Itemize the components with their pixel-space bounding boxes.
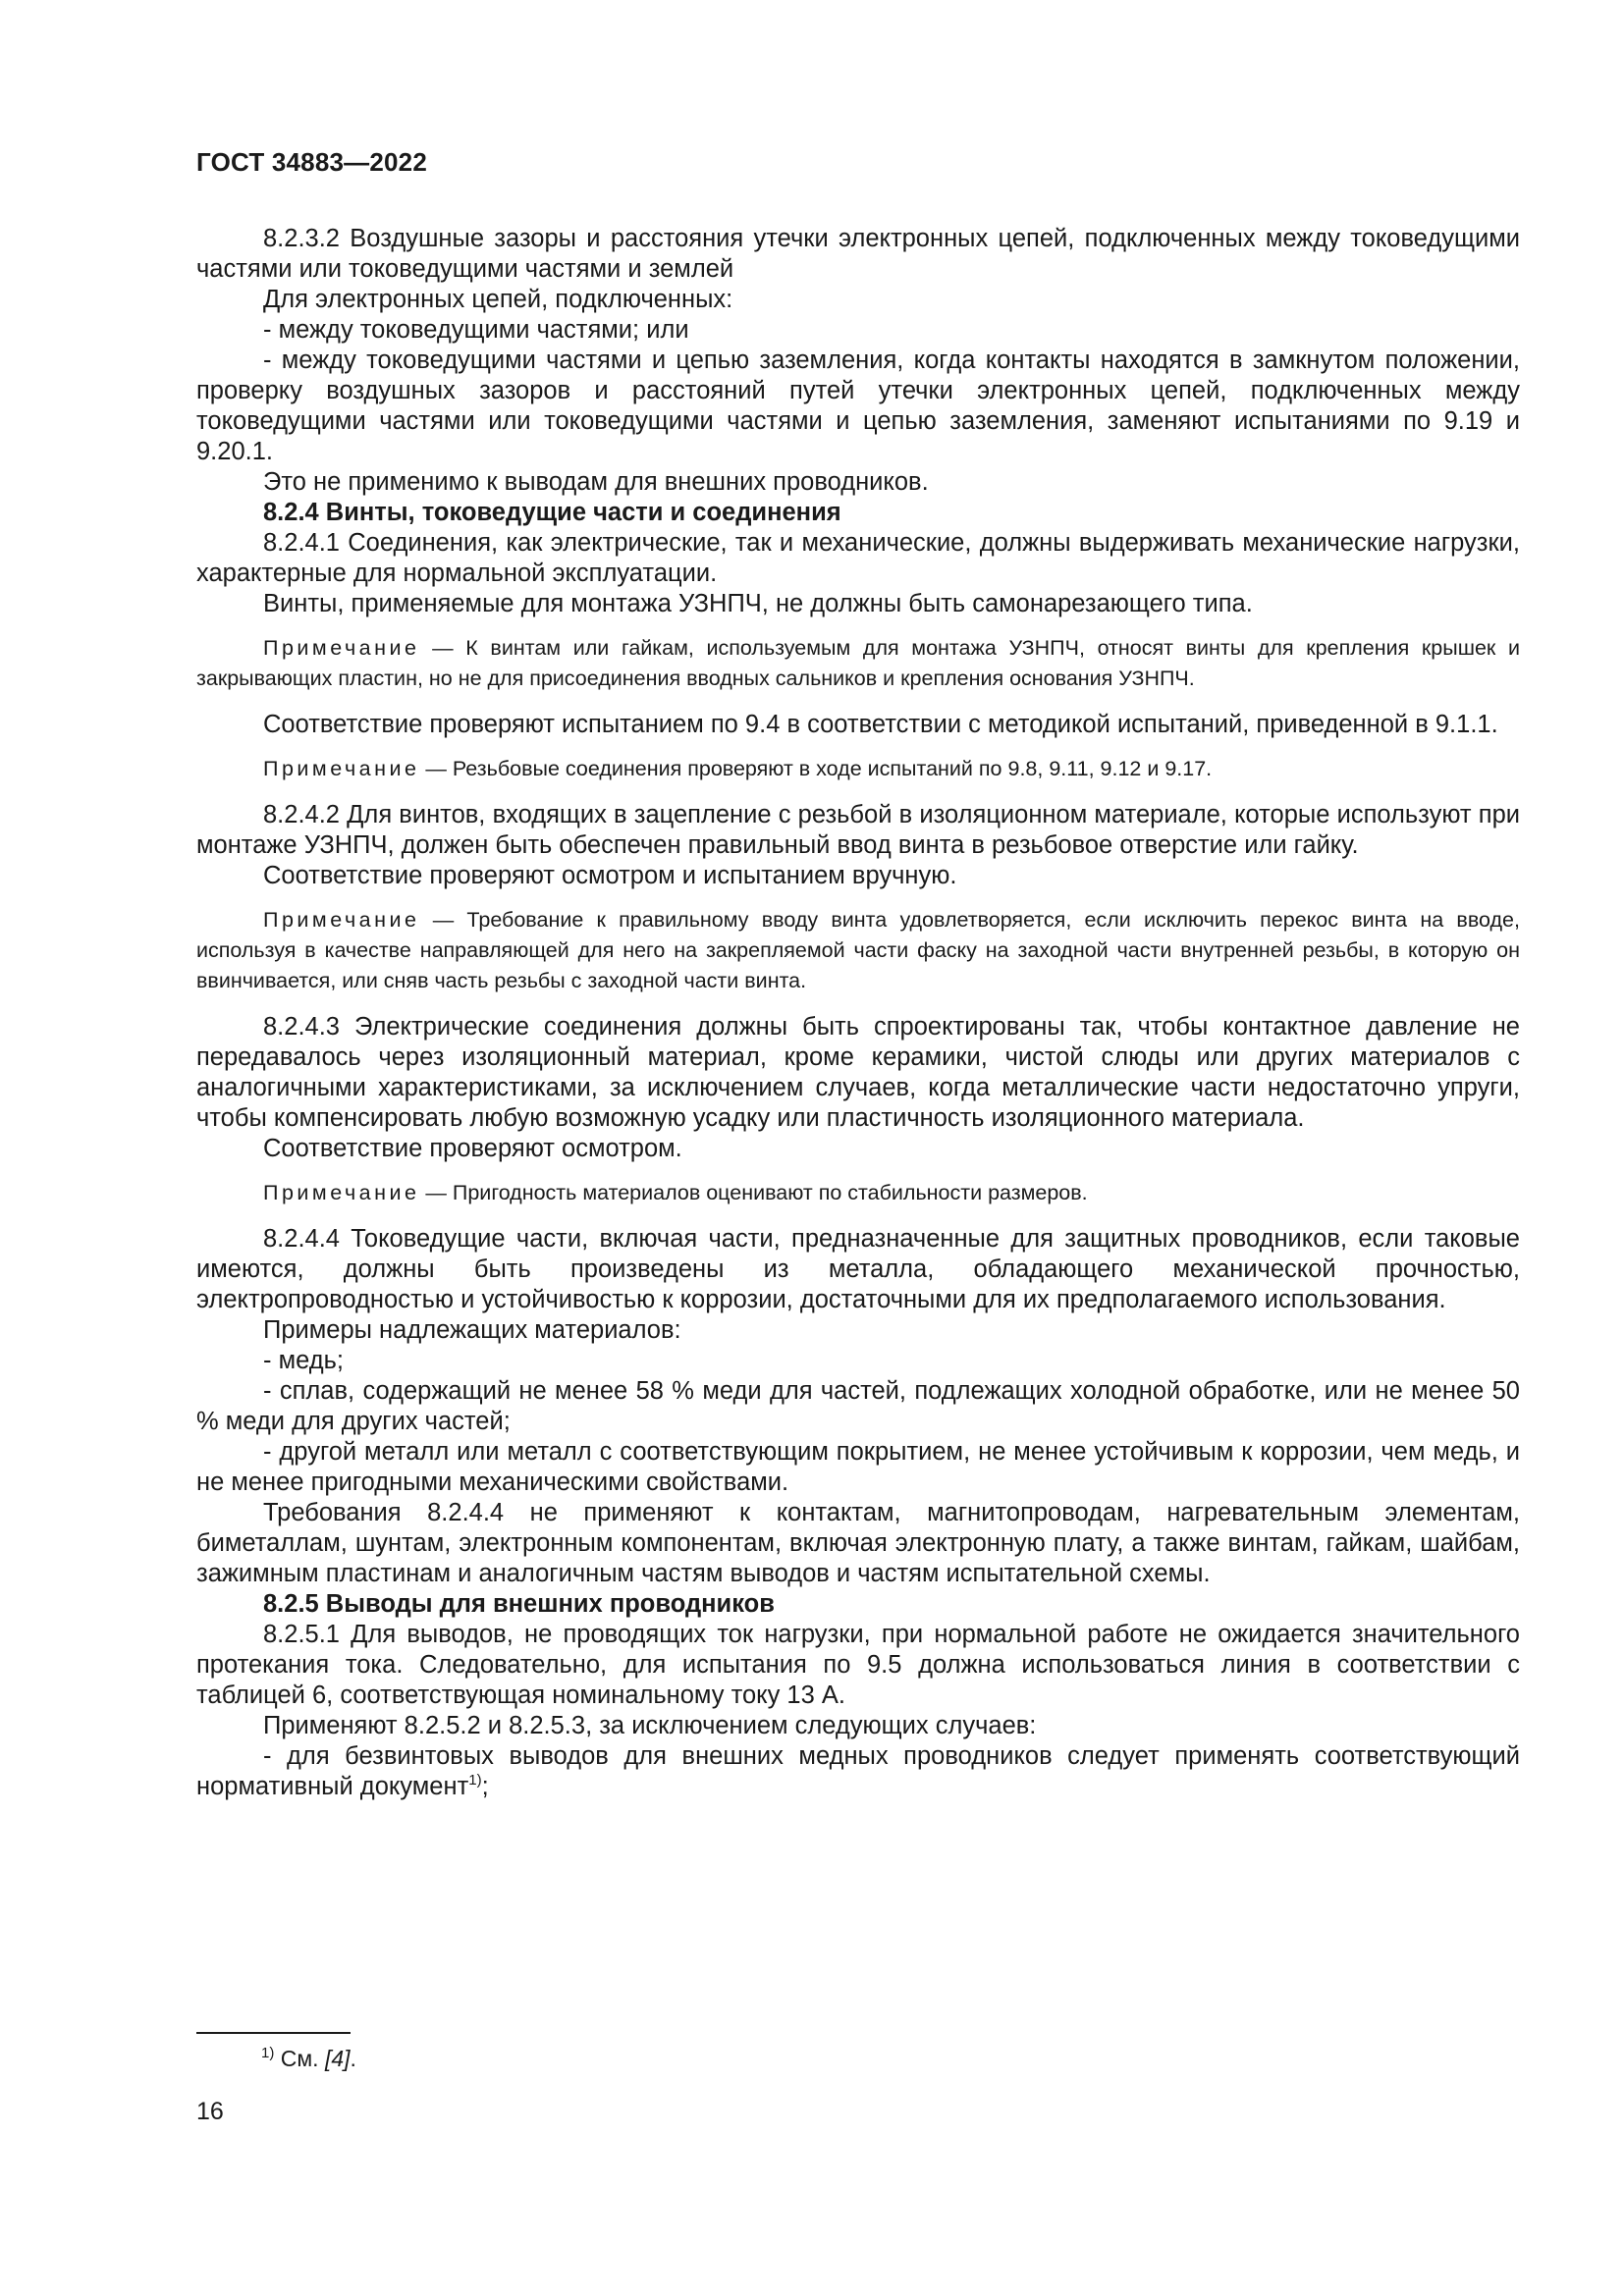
paragraph: Применяют 8.2.5.2 и 8.2.5.3, за исключением следующих случаев: (263, 1712, 1037, 1739)
note-text: — Требование к правильному вводу винта удовлетворяется, если исключить перекос винта на вводе, используя в качестве направляющей для него на закрепляемой части фаску на заходной части внутренней резьбы, в которую он ввинчивается, или сняв часть резьбы с заходной части винта. (196, 908, 1520, 992)
note (196, 1178, 1520, 1208)
paragraph: 8.2.5.1 Для выводов, не проводящих ток нагрузки, при нормальной работе не ожидается значительного протекания тока. Следовательно, для испытания по 9.5 должна использоваться линия в соответствии с таблицей 6, соответствующая номинальному току 13 А. (196, 1621, 1520, 1709)
list-item-text: - для безвинтовых выводов для внешних медных проводников следует применять соответствующий нормативный документ (196, 1742, 1520, 1800)
list-item-end: ; (481, 1773, 489, 1800)
footnote-text: См. (274, 2046, 325, 2071)
note (196, 905, 1520, 996)
footnote-mark: 1) (261, 2045, 275, 2061)
footnote-separator (196, 2032, 351, 2034)
page-body (196, 224, 1520, 1802)
page-number: 16 (196, 2098, 224, 2125)
note (196, 633, 1520, 694)
paragraph: Соответствие проверяют осмотром. (263, 1135, 682, 1162)
paragraph: Это не применимо к выводам для внешних проводников. (263, 468, 929, 496)
note-label: Примечание (263, 757, 420, 780)
footnote-end: . (350, 2046, 356, 2071)
note-label: Примечание (263, 908, 420, 932)
note-text: — Резьбовые соединения проверяют в ходе испытаний по 9.8, 9.11, 9.12 и 9.17. (419, 757, 1213, 780)
list-item: - сплав, содержащий не менее 58 % меди для частей, подлежащих холодной обработке, или не менее 50 % меди для других частей; (196, 1377, 1520, 1435)
footnote (261, 2046, 356, 2072)
paragraph: Для электронных цепей, подключенных: (263, 286, 733, 313)
paragraph: Винты, применяемые для монтажа УЗНПЧ, не должны быть самонарезающего типа. (263, 590, 1253, 617)
footnote-reference[interactable]: [4] (324, 2046, 351, 2071)
section-heading: 8.2.4 Винты, токоведущие части и соединения (263, 499, 841, 526)
note-text: — Пригодность материалов оценивают по стабильности размеров. (419, 1181, 1088, 1204)
list-item: - между токоведущими частями; или (263, 316, 689, 344)
paragraph: Соответствие проверяют осмотром и испытанием вручную. (263, 862, 957, 889)
paragraph: Требования 8.2.4.4 не применяют к контактам, магнитопроводам, нагревательным элементам, биметаллам, шунтам, электронным компонентам, включая электронную плату, а также винтам, гайкам, шайбам, зажимным пластинам и аналогичным частям выводов и частям испытательной схемы. (196, 1499, 1520, 1587)
note-text: — К винтам или гайкам, используемым для монтажа УЗНПЧ, относят винты для крепления крышек и закрывающих пластин, но не для присоединения вводных сальников и крепления основания УЗНПЧ. (196, 636, 1520, 690)
footnote-ref[interactable]: 1) (468, 1772, 482, 1789)
list-item: - между токоведущими частями и цепью заземления, когда контакты находятся в замкнутом положении, проверку воздушных зазоров и расстояний путей утечки электронных цепей, подключенных между токоведущими частями или токоведущими частями и цепью заземления, заменяют испытаниями по 9.19 и 9.20.1. (196, 347, 1520, 465)
list-item (196, 1741, 1520, 1802)
paragraph: 8.2.4.4 Токоведущие части, включая части, предназначенные для защитных проводников, если таковые имеются, должны быть произведены из металла, обладающего механической прочностью, электропроводностью и устойчивостью к коррозии, достаточными для их предполагаемого использования. (196, 1225, 1520, 1313)
list-item: - медь; (263, 1347, 344, 1374)
paragraph: 8.2.4.2 Для винтов, входящих в зацепление с резьбой в изоляционном материале, которые используют при монтаже УЗНПЧ, должен быть обеспечен правильный ввод винта в резьбовое отверстие или гайку. (196, 801, 1520, 859)
paragraph: 8.2.3.2 Воздушные зазоры и расстояния утечки электронных цепей, подключенных между токоведущими частями или токоведущими частями и землей (196, 225, 1520, 283)
note (196, 754, 1520, 784)
note-label: Примечание (263, 636, 420, 660)
section-heading: 8.2.5 Выводы для внешних проводников (263, 1590, 775, 1618)
paragraph: 8.2.4.3 Электрические соединения должны быть спроектированы так, чтобы контактное давление не передавалось через изоляционный материал, кроме керамики, чистой слюды или других материалов с аналогичными характеристиками, за исключением случаев, когда металлические части недостаточно упруги, чтобы компенсировать любую возможную усадку или пластичность изоляционного материала. (196, 1013, 1520, 1132)
document-header: ГОСТ 34883—2022 (196, 147, 427, 177)
note-label: Примечание (263, 1181, 420, 1204)
list-item: - другой металл или металл с соответствующим покрытием, не менее устойчивым к коррозии, чем медь, и не менее пригодными механическими свойствами. (196, 1438, 1520, 1496)
paragraph: Примеры надлежащих материалов: (263, 1316, 681, 1344)
paragraph: Соответствие проверяют испытанием по 9.4 в соответствии с методикой испытаний, приведенной в 9.1.1. (263, 711, 1498, 738)
paragraph: 8.2.4.1 Соединения, как электрические, так и механические, должны выдерживать механические нагрузки, характерные для нормальной эксплуатации. (196, 529, 1520, 587)
